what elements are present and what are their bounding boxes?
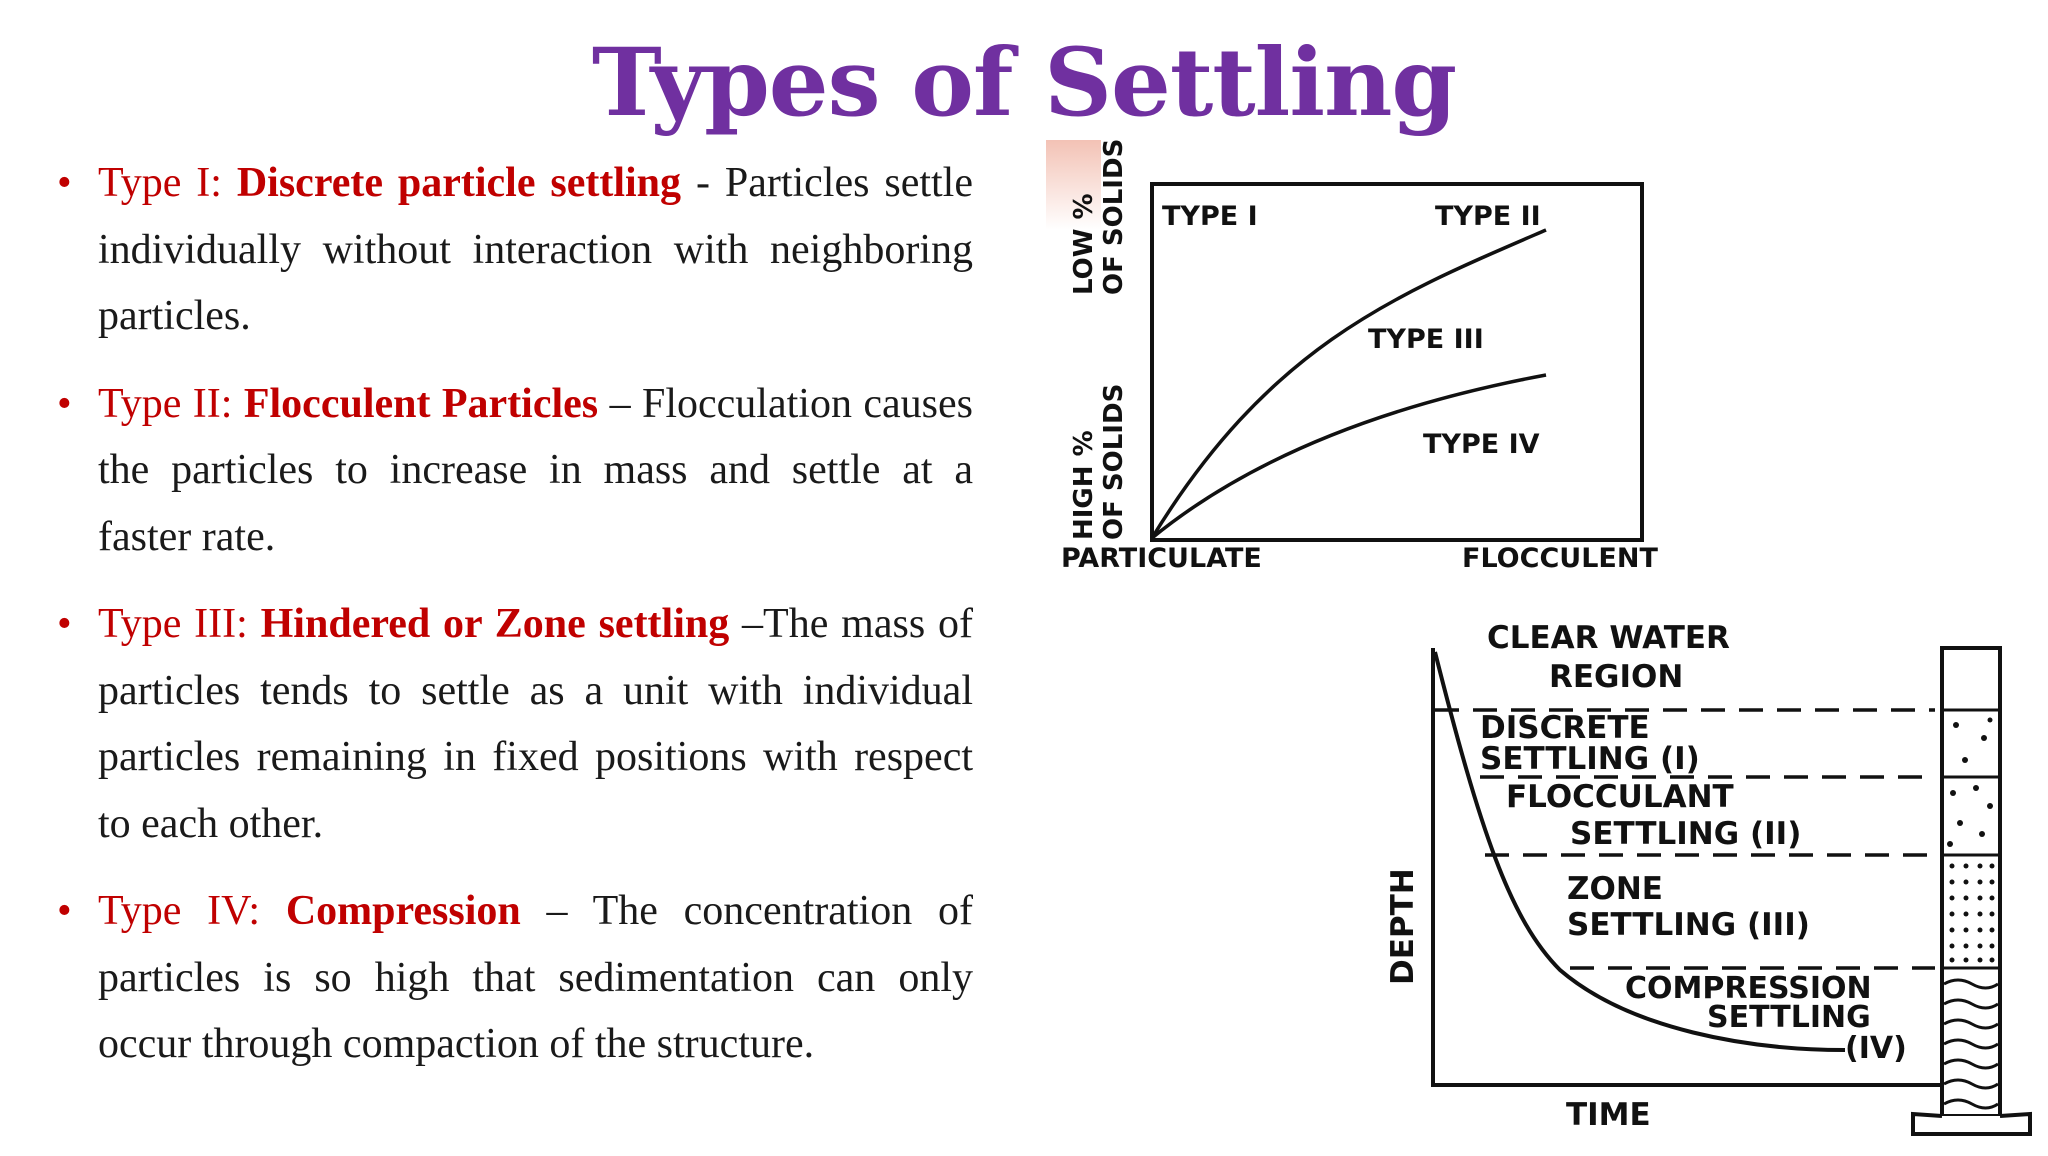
type-term: Hindered or Zone settling bbox=[260, 601, 730, 647]
bullet-type-4 bbox=[55, 878, 973, 1078]
type-term: Compression bbox=[285, 888, 521, 934]
settling-zones-graph bbox=[1370, 620, 2048, 1152]
zone-zone-2: SETTLING (III) bbox=[1567, 907, 1810, 943]
x-label-flocculent: FLOCCULENT bbox=[1462, 543, 1658, 574]
x-label-particulate: PARTICULATE bbox=[1061, 543, 1262, 574]
type-label: Type II: bbox=[98, 380, 233, 427]
type-term: Discrete particle settling bbox=[236, 160, 682, 206]
type-description: – Flocculation causes the particles to increase in mass and settle at a faster rate. bbox=[98, 380, 973, 560]
settling-zones-diagram bbox=[1370, 620, 2048, 1152]
zone-discrete-2: SETTLING (I) bbox=[1480, 741, 1700, 777]
settling-types-diagram bbox=[1040, 140, 1680, 620]
bullet-type-2 bbox=[55, 371, 973, 571]
type-3-label: TYPE III bbox=[1368, 324, 1484, 355]
bullet-dot-icon: • bbox=[57, 160, 72, 206]
type-description: –The mass of particles tends to settle as a unit with individual particles remaining in fixed positions with respect to each other. bbox=[98, 601, 973, 847]
zone-compression-1: COMPRESSION bbox=[1625, 971, 1872, 1006]
zone-compression-2: SETTLING bbox=[1707, 1000, 1871, 1035]
y-label-high-1: HIGH % bbox=[1069, 430, 1099, 540]
x-label-time: TIME bbox=[1566, 1097, 1651, 1133]
bullet-dot-icon: • bbox=[57, 888, 72, 934]
bullet-list bbox=[55, 150, 973, 1099]
type-description: - Particles settle individually without interaction with neighboring particles. bbox=[98, 160, 973, 339]
upper-curve bbox=[1152, 230, 1546, 538]
slide-title: Types of Settling bbox=[591, 28, 1457, 138]
y-label-low-2: OF SOLIDS bbox=[1099, 140, 1129, 295]
bullet-type-3 bbox=[55, 591, 973, 857]
type-label: Type IV: bbox=[98, 888, 261, 934]
bullet-dot-icon: • bbox=[57, 601, 72, 647]
type-label: Type I: bbox=[98, 160, 222, 206]
settling-types-graph bbox=[1040, 140, 1680, 620]
zone-clear-water-1: CLEAR WATER bbox=[1487, 620, 1730, 656]
y-label-high-2: OF SOLIDS bbox=[1099, 383, 1129, 540]
bullet-type-1 bbox=[55, 150, 973, 350]
zone-clear-water-2: REGION bbox=[1549, 659, 1684, 695]
type-label: Type III: bbox=[98, 601, 248, 647]
type-4-label: TYPE IV bbox=[1423, 429, 1540, 460]
type-term: Flocculent Particles bbox=[243, 380, 599, 427]
zone-zone-1: ZONE bbox=[1567, 871, 1663, 907]
type-description: – The concentration of particles is so high that sedimentation can only occur through compaction of the structure. bbox=[98, 888, 974, 1067]
settling-column-icon bbox=[1913, 648, 2030, 1134]
y-label-low-1: LOW % bbox=[1069, 193, 1099, 295]
type-1-label: TYPE I bbox=[1162, 201, 1258, 232]
zone-compression-3: (IV) bbox=[1845, 1031, 1907, 1066]
type-2-label: TYPE II bbox=[1435, 201, 1541, 232]
zone-flocculant-1: FLOCCULANT bbox=[1506, 779, 1734, 815]
zone-flocculant-2: SETTLING (II) bbox=[1570, 816, 1802, 852]
bullet-dot-icon: • bbox=[57, 380, 72, 427]
y-label-depth: DEPTH bbox=[1385, 868, 1421, 985]
zone-discrete-1: DISCRETE bbox=[1480, 710, 1650, 746]
